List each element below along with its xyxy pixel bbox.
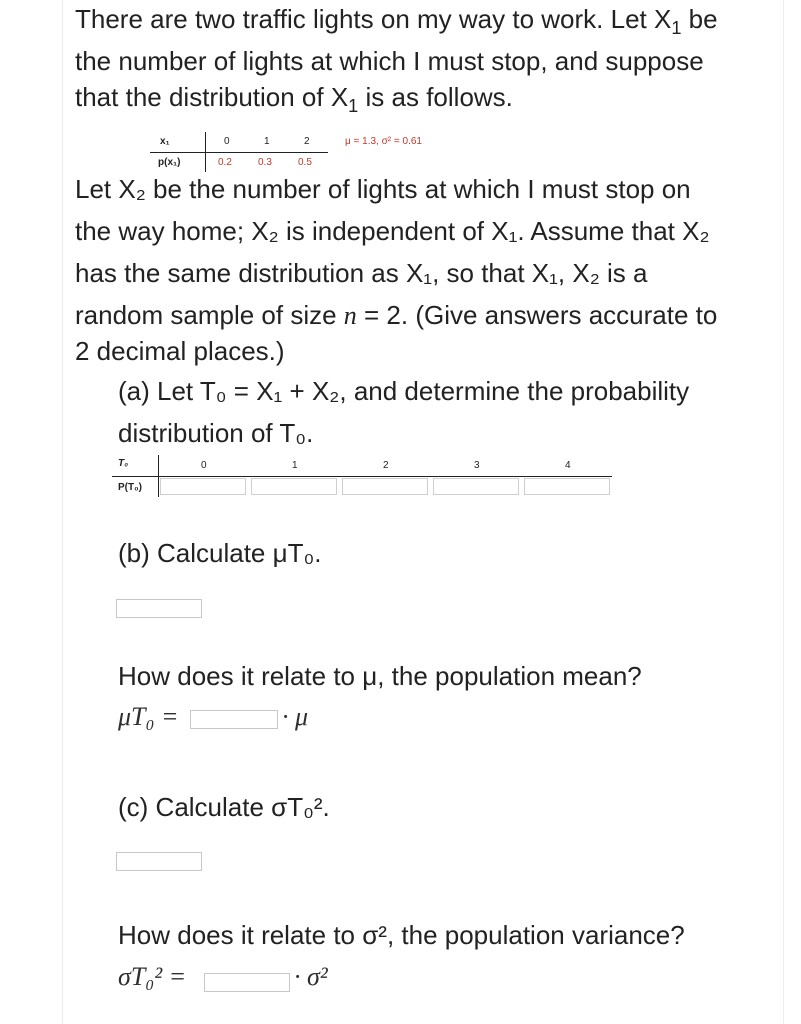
p-t0-0-input[interactable] [160, 478, 246, 495]
t0-value-2: 2 [383, 460, 389, 471]
sigma2-rhs: · σ² [294, 962, 328, 991]
t0-value-1: 1 [292, 460, 298, 471]
distribution-params: μ = 1.3, σ² = 0.61 [345, 136, 422, 147]
part-a-line-2: distribution of T₀. [118, 418, 314, 448]
p-t0-2-input[interactable] [342, 478, 428, 495]
px1-header: p(x₁) [158, 157, 181, 168]
para2-line-4: random sample of size n = 2. (Give answers accurate to [75, 300, 718, 330]
intro-line-1: There are two traffic lights on my way to work. Let $X_1$ be [75, 4, 718, 39]
pt0-header: P(T₀) [118, 482, 142, 493]
t0-value-3: 3 [474, 460, 480, 471]
mu-t0-input[interactable] [116, 599, 202, 618]
t0-header: T₀ [118, 458, 129, 469]
sigma2-t0-lhs: σT₀² = [118, 962, 187, 991]
para2-line-3: has the same distribution as X₁, so that X₁, X₂ is a [75, 258, 648, 288]
mu-rhs: · μ [282, 702, 309, 731]
part-b-relate: How does it relate to μ, the population mean? [118, 661, 642, 691]
table-divider-horizontal [150, 152, 328, 153]
x-value-2: 2 [304, 136, 310, 147]
p-t0-4-input[interactable] [524, 478, 610, 495]
para2-line-1: Let X₂ be the number of lights at which I must stop on [75, 174, 691, 204]
p-t0-1-input[interactable] [251, 478, 337, 495]
x-value-0: 0 [224, 136, 230, 147]
x-value-1: 1 [264, 136, 270, 147]
intro-line-3: that the distribution of $X_1$ is as follows. [75, 82, 513, 117]
p-value-2: 0.5 [298, 157, 312, 168]
part-a-line-1: (a) Let T₀ = X₁ + X₂, and determine the probability [118, 376, 690, 406]
para2-line-2: the way home; X₂ is independent of X₁. Assume that X₂ [75, 216, 710, 246]
x1-header: x₁ [160, 136, 170, 147]
sigma2-t0-input[interactable] [116, 852, 202, 871]
mu-multiplier-input[interactable] [190, 710, 278, 729]
t0-value-4: 4 [565, 460, 571, 471]
p-value-0: 0.2 [218, 157, 232, 168]
p-t0-3-input[interactable] [433, 478, 519, 495]
part-b-label: (b) Calculate μT₀. [118, 538, 322, 568]
t0-value-0: 0 [201, 460, 207, 471]
sigma2-multiplier-input[interactable] [204, 973, 290, 992]
part-c-relate: How does it relate to σ², the population variance? [118, 920, 685, 950]
mu-t0-lhs: μT₀ = [118, 702, 179, 731]
part-c-label: (c) Calculate σT₀². [118, 792, 330, 822]
intro-line-2: the number of lights at which I must stop, and suppose [75, 46, 704, 76]
p-value-1: 0.3 [258, 157, 272, 168]
para2-line-5: 2 decimal places.) [75, 336, 285, 366]
t0-table-divider-horizontal [112, 476, 612, 477]
